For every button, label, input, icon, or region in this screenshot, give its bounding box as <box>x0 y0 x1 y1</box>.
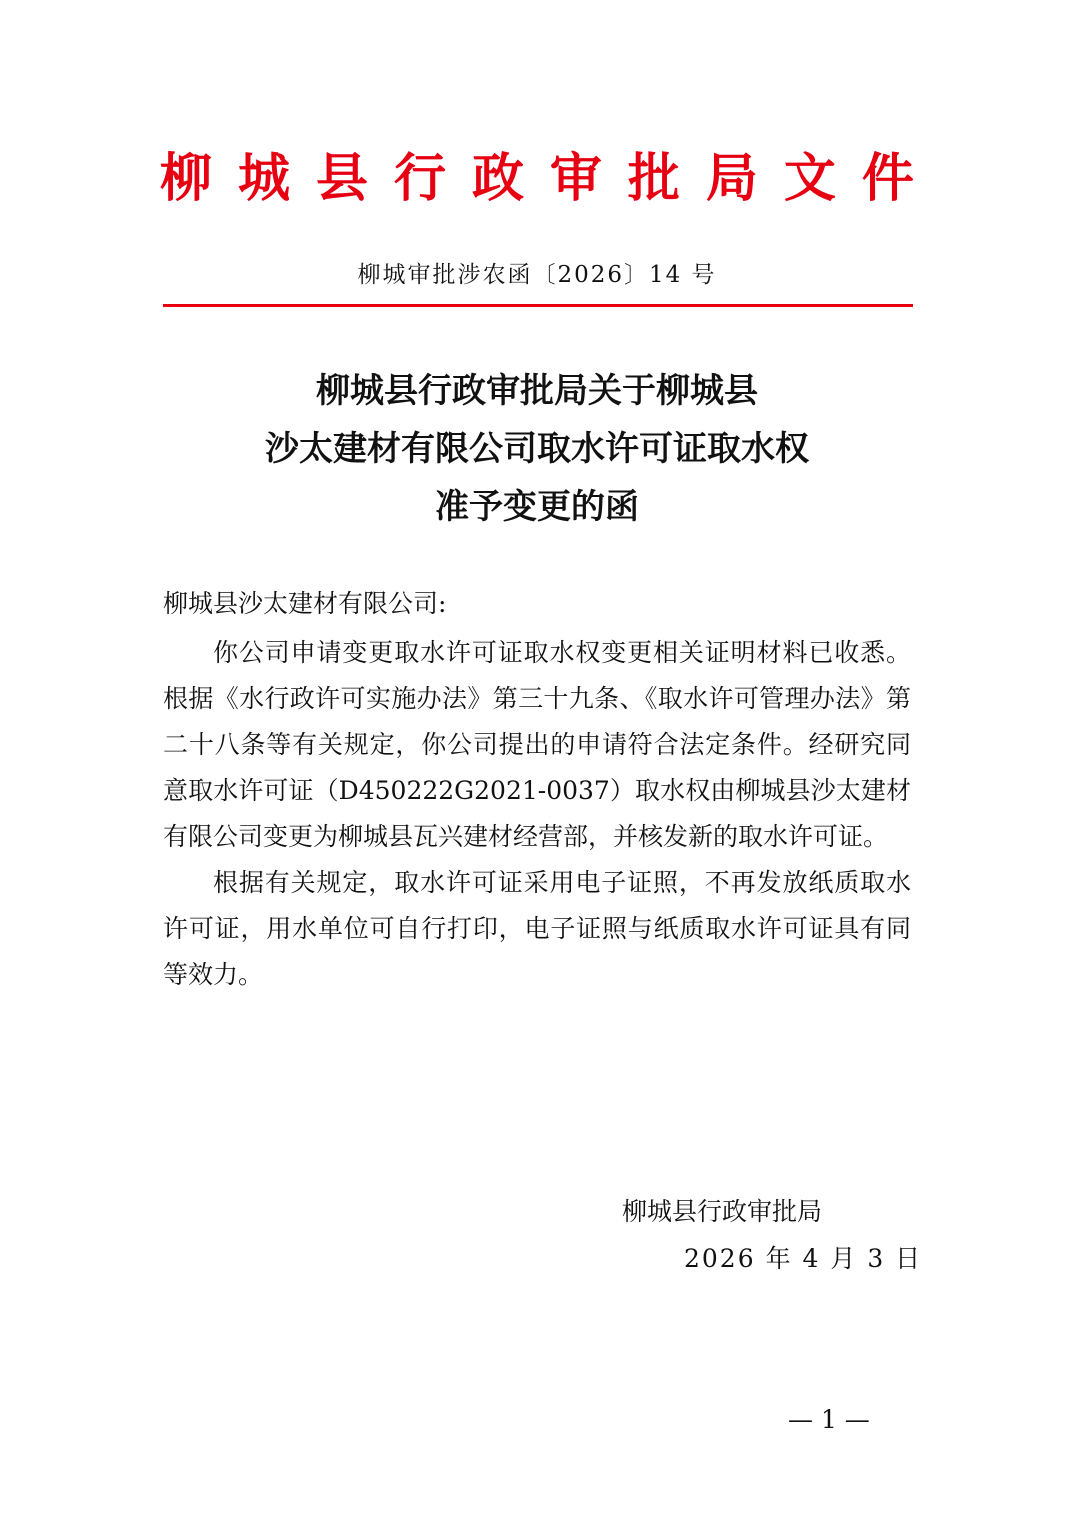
body-paragraph: 你公司申请变更取水许可证取水权变更相关证明材料已收悉。根据《水行政许可实施办法》第三十九条、《取水许可管理办法》第二十八条等有关规定，你公司提出的申请符合法定条件。经研究同意取水许可证（D450222G2021-0037）取水权由柳城县沙太建材有限公司变更为柳城县瓦兴建材经营部，并核发新的取水许可证。 <box>163 638 911 851</box>
recipient: 柳城县沙太建材有限公司: <box>163 589 447 618</box>
masthead-char: 局 <box>705 148 758 209</box>
body-text <box>163 630 911 998</box>
body-paragraph: 根据有关规定，取水许可证采用电子证照，不再发放纸质取水许可证，用水单位可自行打印，电子证照与纸质取水许可证具有同等效力。 <box>163 868 911 989</box>
masthead-char: 批 <box>627 148 680 209</box>
masthead-char: 件 <box>861 148 914 209</box>
red-divider <box>163 304 913 307</box>
signature-organization: 柳城县行政审批局 <box>622 1197 823 1226</box>
masthead <box>160 138 914 208</box>
masthead-char: 行 <box>393 148 446 209</box>
page-number: — 1 — <box>788 1405 870 1434</box>
masthead-char: 城 <box>237 148 290 209</box>
masthead-char: 政 <box>471 148 524 209</box>
masthead-char: 文 <box>783 148 836 209</box>
masthead-char: 柳 <box>160 148 213 209</box>
title-line: 沙太建材有限公司取水许可证取水权 <box>265 429 809 469</box>
masthead-char: 审 <box>549 148 602 209</box>
document-title <box>160 362 914 536</box>
masthead-char: 县 <box>315 148 368 209</box>
title-line: 准予变更的函 <box>435 487 639 527</box>
title-line: 柳城县行政审批局关于柳城县 <box>316 371 758 411</box>
document-number: 柳城审批涉农函〔2026〕14 号 <box>357 262 717 288</box>
signature-date: 2026 年 4 月 3 日 <box>684 1244 923 1273</box>
